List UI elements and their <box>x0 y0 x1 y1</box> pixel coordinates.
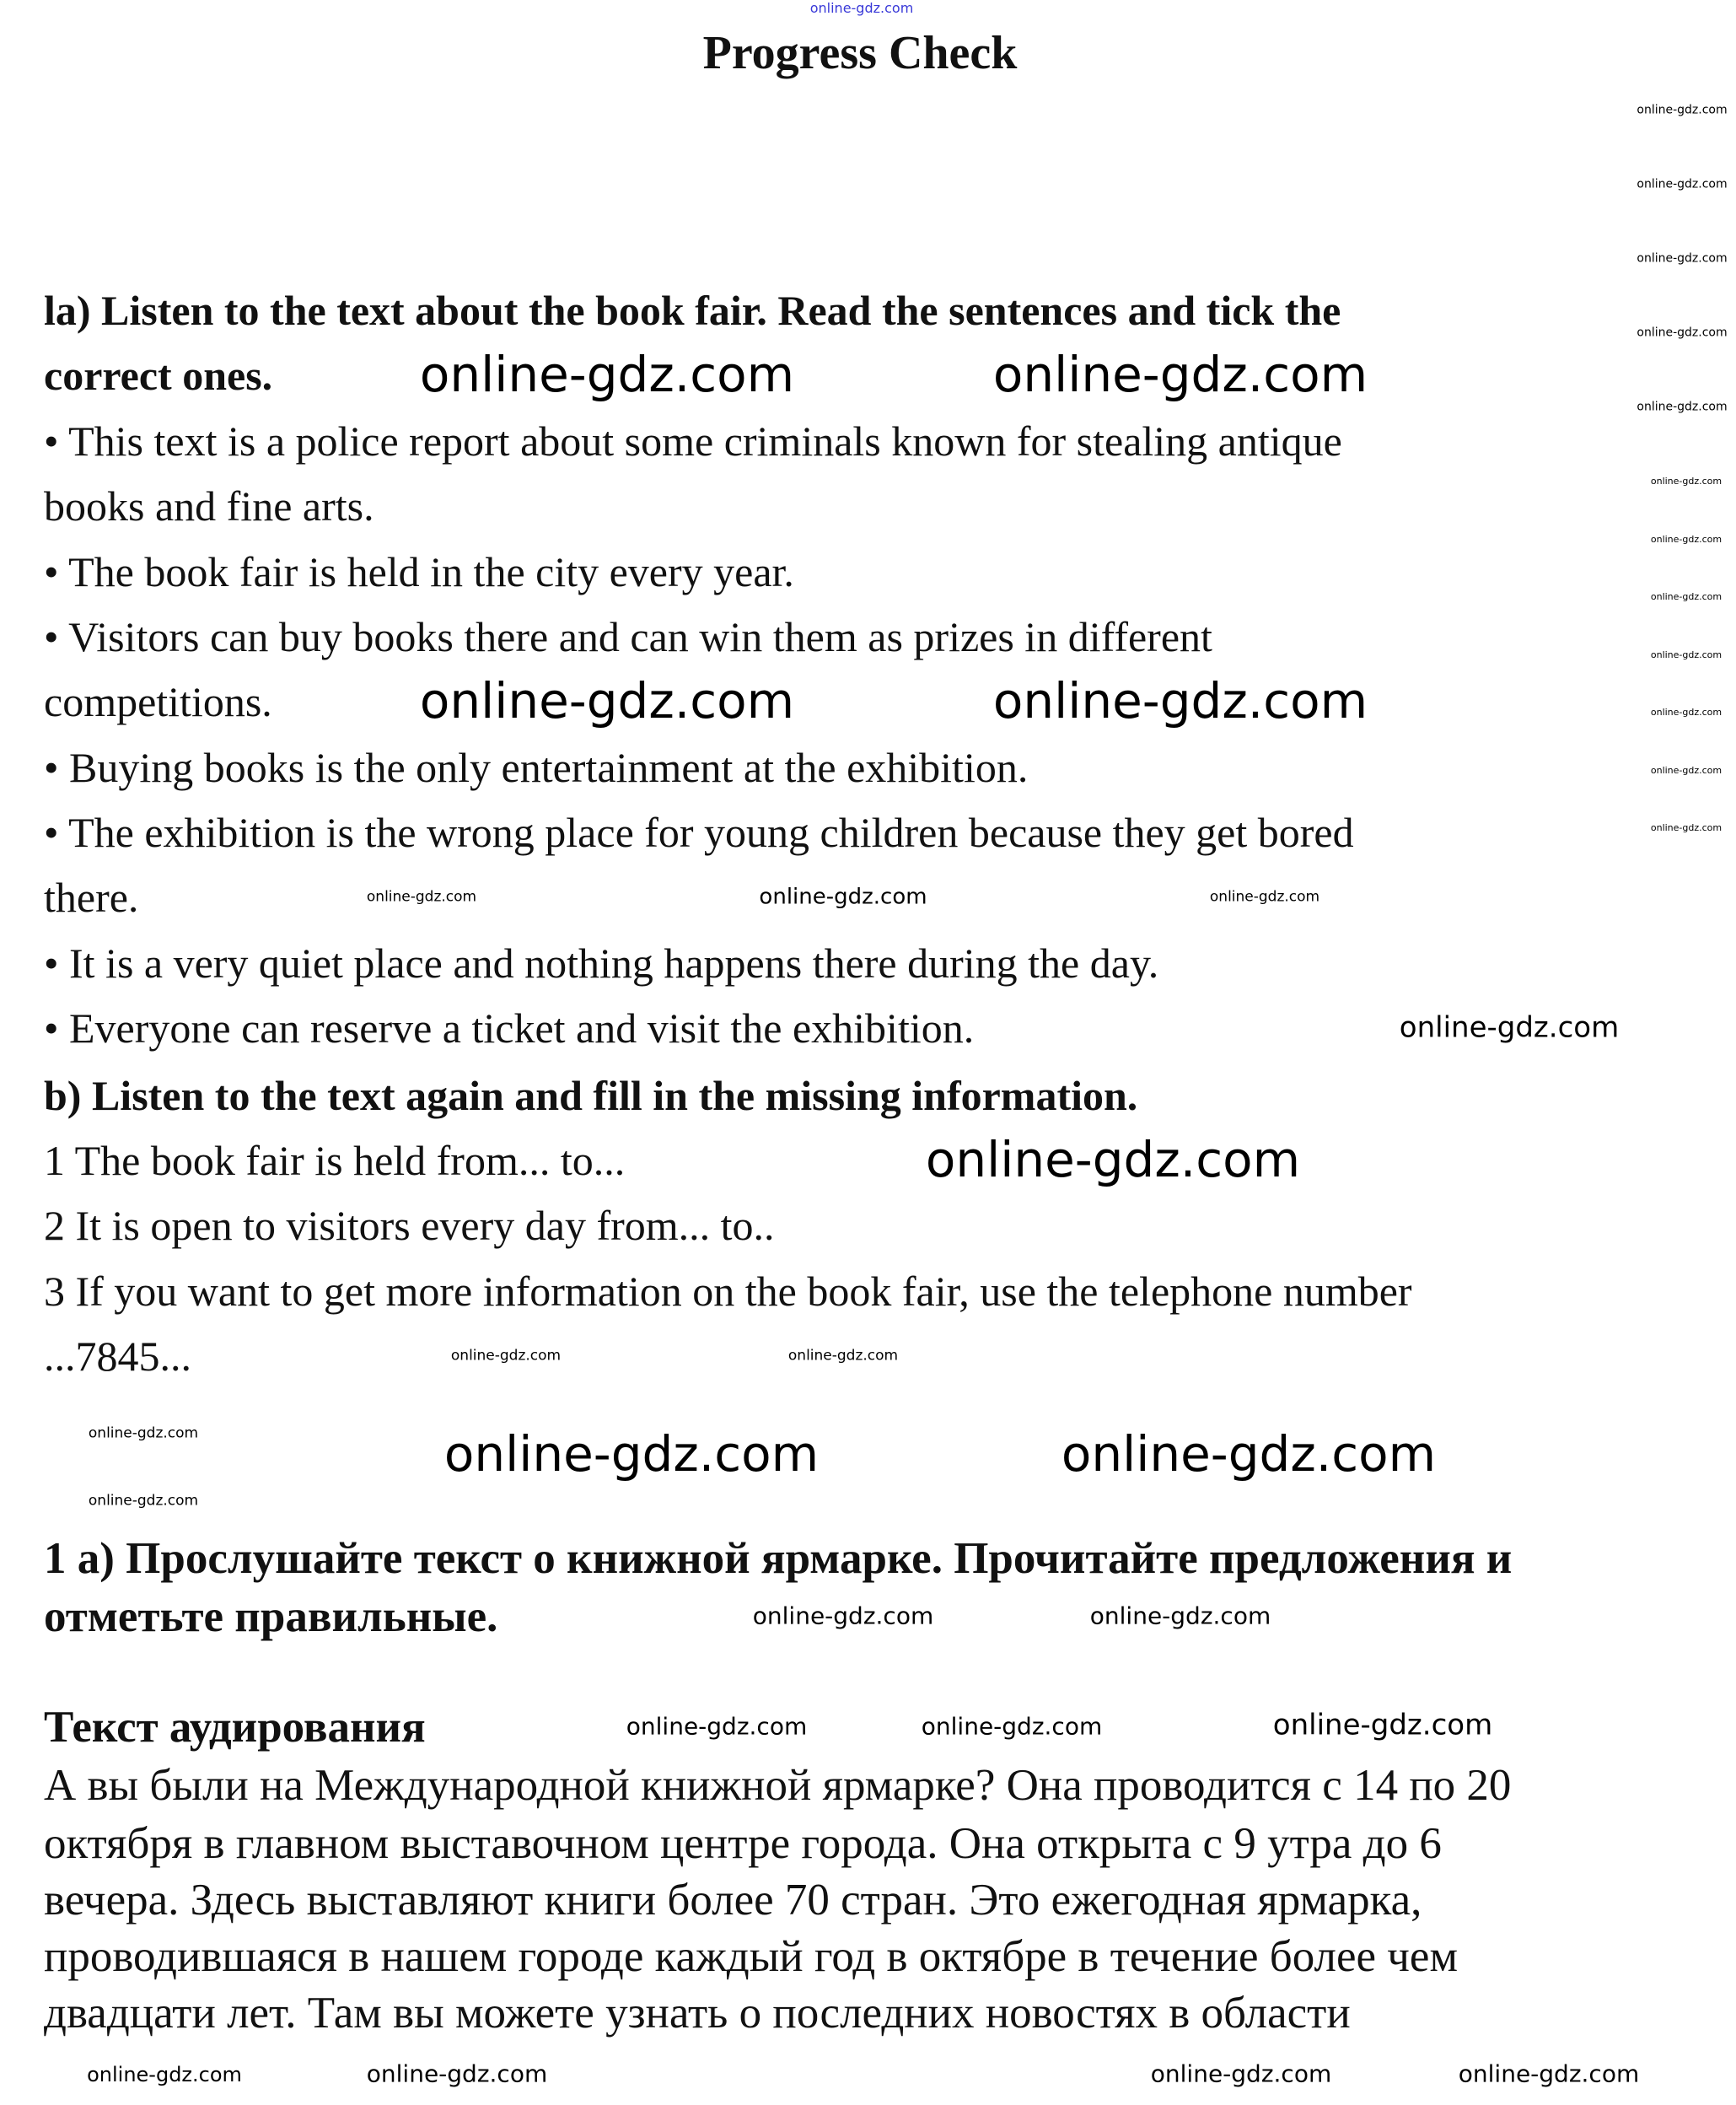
listening-text-line: проводившаяся в нашем городе каждый год в октябре в течение более чем <box>44 1932 1458 1981</box>
watermark: online-gdz.com <box>809 0 914 17</box>
watermark: online-gdz.com <box>1637 103 1728 117</box>
statement-line: • It is a very quiet place and nothing happens there during the day. <box>44 939 1159 987</box>
watermark: online-gdz.com <box>87 2062 242 2086</box>
translation-heading: 1 а) Прослушайте текст о книжной ярмарке. Прочитайте предложения и <box>44 1534 1513 1583</box>
fill-in-line: 1 The book fair is held from... to... <box>44 1137 626 1184</box>
watermark: online-gdz.com <box>1637 251 1728 266</box>
statement-line: • Visitors can buy books there and can win them as prizes in different <box>44 613 1212 660</box>
watermark: online-gdz.com <box>443 1425 820 1483</box>
fill-in-line: ...7845... <box>44 1332 191 1380</box>
watermark: online-gdz.com <box>1061 1425 1437 1483</box>
translation-heading: отметьте правильные. <box>44 1592 498 1641</box>
page-title: Progress Check <box>702 27 1018 79</box>
watermark: online-gdz.com <box>1650 590 1723 602</box>
listening-text-line: А вы были на Международной книжной ярмарке? Она проводится с 14 по 20 <box>44 1761 1512 1810</box>
watermark: online-gdz.com <box>1650 764 1723 776</box>
listening-text-line: двадцати лет. Там вы можете узнать о последних новостях в области <box>44 1989 1351 2038</box>
task-1a-heading: correct ones. <box>44 352 273 399</box>
watermark: online-gdz.com <box>992 346 1368 404</box>
watermark: online-gdz.com <box>921 1712 1103 1741</box>
watermark: online-gdz.com <box>759 884 927 910</box>
watermark: online-gdz.com <box>752 1602 934 1630</box>
watermark: online-gdz.com <box>1637 400 1728 414</box>
watermark: online-gdz.com <box>1650 533 1723 545</box>
watermark: online-gdz.com <box>1399 1010 1620 1045</box>
statement-line: • Buying books is the only entertainment at the exhibition. <box>44 744 1029 791</box>
watermark: online-gdz.com <box>1089 1602 1271 1630</box>
watermark: online-gdz.com <box>1650 821 1723 833</box>
watermark: online-gdz.com <box>1209 888 1320 906</box>
watermark: online-gdz.com <box>992 672 1368 730</box>
statement-line: • The book fair is held in the city every year. <box>44 548 794 595</box>
watermark: online-gdz.com <box>1637 326 1728 340</box>
watermark: online-gdz.com <box>1637 177 1728 191</box>
statement-line: • This text is a police report about some criminals known for stealing antique <box>44 417 1342 465</box>
watermark: online-gdz.com <box>366 888 477 906</box>
watermark: online-gdz.com <box>366 2059 548 2088</box>
statement-line: there. <box>44 874 139 921</box>
watermark: online-gdz.com <box>88 1492 199 1510</box>
listening-text-heading: Текст аудирования <box>44 1703 426 1752</box>
watermark: online-gdz.com <box>1650 649 1723 660</box>
watermark: online-gdz.com <box>1458 2059 1640 2088</box>
statement-line: books and fine arts. <box>44 482 374 530</box>
watermark: online-gdz.com <box>88 1424 199 1442</box>
watermark: online-gdz.com <box>450 1347 562 1365</box>
statement-line: • The exhibition is the wrong place for young children because they get bored <box>44 809 1354 856</box>
watermark: online-gdz.com <box>787 1347 899 1365</box>
watermark: online-gdz.com <box>925 1131 1301 1189</box>
statement-line: • Everyone can reserve a ticket and visit the exhibition. <box>44 1004 975 1052</box>
watermark: online-gdz.com <box>419 672 795 730</box>
watermark: online-gdz.com <box>1150 2059 1332 2088</box>
watermark: online-gdz.com <box>626 1712 808 1741</box>
fill-in-line: 3 If you want to get more information on the book fair, use the telephone number <box>44 1268 1412 1315</box>
watermark: online-gdz.com <box>419 346 795 404</box>
fill-in-line: 2 It is open to visitors every day from... to.. <box>44 1202 775 1249</box>
task-1a-heading: la) Listen to the text about the book fair. Read the sentences and tick the <box>44 287 1341 334</box>
listening-text-line: вечера. Здесь выставляют книги более 70 стран. Это ежегодная ярмарка, <box>44 1876 1422 1925</box>
listening-text-line: октября в главном выставочном центре города. Она открыта с 9 утра до 6 <box>44 1819 1442 1868</box>
watermark: online-gdz.com <box>1650 706 1723 718</box>
task-1b-heading: b) Listen to the text again and fill in the missing information. <box>44 1072 1138 1119</box>
watermark: online-gdz.com <box>1272 1708 1493 1742</box>
statement-line: competitions. <box>44 678 272 725</box>
watermark: online-gdz.com <box>1650 475 1723 487</box>
